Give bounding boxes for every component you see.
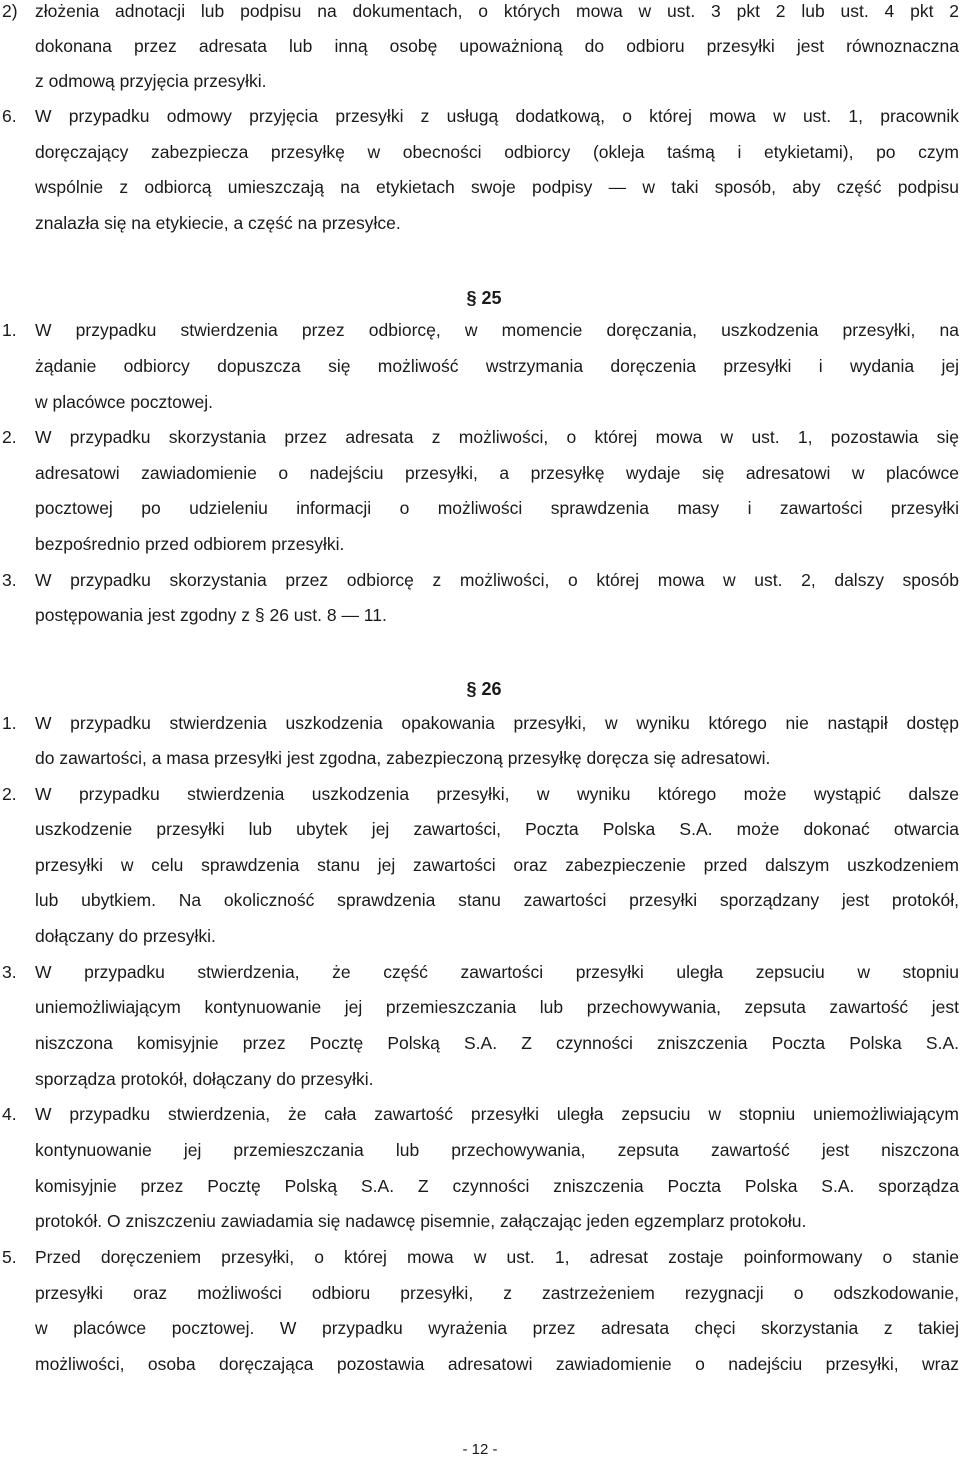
page-number: - 12 -	[462, 1441, 498, 1458]
paragraph-line: dołączany do przesyłki.	[35, 926, 216, 946]
paragraph-line: wspólnie z odbiorcą umieszczają na etykietach swoje podpisy — w taki sposób, aby część podpisu	[35, 177, 959, 197]
paragraph-line: możliwości, osoba doręczająca pozostawia adresatowi zawiadomienie o nadejściu przesyłki, wraz	[35, 1354, 959, 1374]
paragraph-line: niszczona komisyjnie przez Pocztę Polską S.A. Z czynności zniszczenia Poczta Polska S.A.	[35, 1033, 959, 1053]
paragraph-line: W przypadku odmowy przyjęcia przesyłki z usługą dodatkową, o której mowa w ust. 1, pracownik	[35, 106, 959, 126]
paragraph-line: przesyłki oraz możliwości odbioru przesyłki, z zastrzeżeniem rezygnacji o odszkodowanie,	[35, 1283, 959, 1303]
paragraph-line: w placówce pocztowej.	[35, 392, 213, 412]
paragraph-line: lub ubytkiem. Na okoliczność sprawdzenia stanu zawartości przesyłki sporządzany jest protokół,	[35, 890, 959, 910]
section-heading: § 26	[466, 679, 502, 699]
paragraph-line: w placówce pocztowej. W przypadku wyrażenia przez adresata chęci skorzystania z takiej	[35, 1318, 959, 1338]
item-number: 2.	[2, 784, 17, 804]
item-number: 2.	[2, 427, 17, 447]
paragraph-line: adresatowi zawiadomienie o nadejściu przesyłki, a przesyłkę wydaje się adresatowi w placówce	[35, 463, 959, 483]
paragraph-line: pocztowej po udzieleniu informacji o możliwości sprawdzenia masy i zawartości przesyłki	[35, 498, 959, 518]
paragraph-line: W przypadku stwierdzenia uszkodzenia opakowania przesyłki, w wyniku którego nie nastąpił dostęp	[35, 713, 959, 733]
item-number: 5.	[2, 1247, 17, 1267]
paragraph-line: W przypadku stwierdzenia przez odbiorcę, w momencie doręczania, uszkodzenia przesyłki, na	[35, 320, 959, 340]
paragraph-line: uniemożliwiającym kontynuowanie jej przemieszczania lub przechowywania, zepsuta zawartość jest	[35, 997, 959, 1017]
paragraph-line: Przed doręczeniem przesyłki, o której mowa w ust. 1, adresat zostaje poinformowany o stanie	[35, 1247, 959, 1267]
item-number: 4.	[2, 1104, 17, 1124]
paragraph-line: W przypadku stwierdzenia, że część zawartości przesyłki uległa zepsuciu w stopniu	[35, 962, 959, 982]
paragraph-line: bezpośrednio przed odbiorem przesyłki.	[35, 534, 345, 554]
paragraph-line: złożenia adnotacji lub podpisu na dokumentach, o których mowa w ust. 3 pkt 2 lub ust. 4 pkt 2	[35, 1, 959, 21]
paragraph-line: W przypadku stwierdzenia, że cała zawartość przesyłki uległa zepsuciu w stopniu uniemożliwiającym	[35, 1104, 959, 1124]
item-number: 3.	[2, 962, 17, 982]
paragraph-line: W przypadku skorzystania przez adresata z możliwości, o której mowa w ust. 1, pozostawia się	[35, 427, 959, 447]
paragraph-line: W przypadku stwierdzenia uszkodzenia przesyłki, w wyniku którego może wystąpić dalsze	[35, 784, 959, 804]
item-number: 6.	[2, 106, 17, 126]
paragraph-line: żądanie odbiorcy dopuszcza się możliwość wstrzymania doręczenia przesyłki i wydania jej	[35, 356, 959, 376]
paragraph-line: protokół. O zniszczeniu zawiadamia się nadawcę pisemnie, załączając jeden egzemplarz protokołu.	[35, 1211, 807, 1231]
paragraph-line: postępowania jest zgodny z § 26 ust. 8 — 11.	[35, 605, 387, 625]
section-heading: § 25	[466, 288, 502, 308]
item-number: 1.	[2, 320, 17, 340]
paragraph-line: do zawartości, a masa przesyłki jest zgodna, zabezpieczoną przesyłkę doręcza się adresatowi.	[35, 748, 771, 768]
paragraph-line: W przypadku skorzystania przez odbiorcę z możliwości, o której mowa w ust. 2, dalszy sposób	[35, 570, 959, 590]
paragraph-line: z odmową przyjęcia przesyłki.	[35, 71, 267, 91]
paragraph-line: doręczający zabezpiecza przesyłkę w obecności odbiorcy (okleja taśmą i etykietami), po czym	[35, 142, 959, 162]
paragraph-line: kontynuowanie jej przemieszczania lub przechowywania, zepsuta zawartość jest niszczona	[35, 1140, 959, 1160]
paragraph-line: komisyjnie przez Pocztę Polską S.A. Z czynności zniszczenia Poczta Polska S.A. sporządza	[35, 1176, 959, 1196]
item-number: 2)	[2, 1, 18, 21]
paragraph-line: przesyłki w celu sprawdzenia stanu jej zawartości oraz zabezpieczenie przed dalszym uszkodzeniem	[35, 855, 959, 875]
item-number: 3.	[2, 570, 17, 590]
paragraph-line: znalazła się na etykiecie, a część na przesyłce.	[35, 213, 401, 233]
item-number: 1.	[2, 713, 17, 733]
paragraph-line: dokonana przez adresata lub inną osobę upoważnioną do odbioru przesyłki jest równoznaczna	[35, 36, 959, 56]
paragraph-line: sporządza protokół, dołączany do przesyłki.	[35, 1069, 374, 1089]
paragraph-line: uszkodzenie przesyłki lub ubytek jej zawartości, Poczta Polska S.A. może dokonać otwarcia	[35, 819, 959, 839]
